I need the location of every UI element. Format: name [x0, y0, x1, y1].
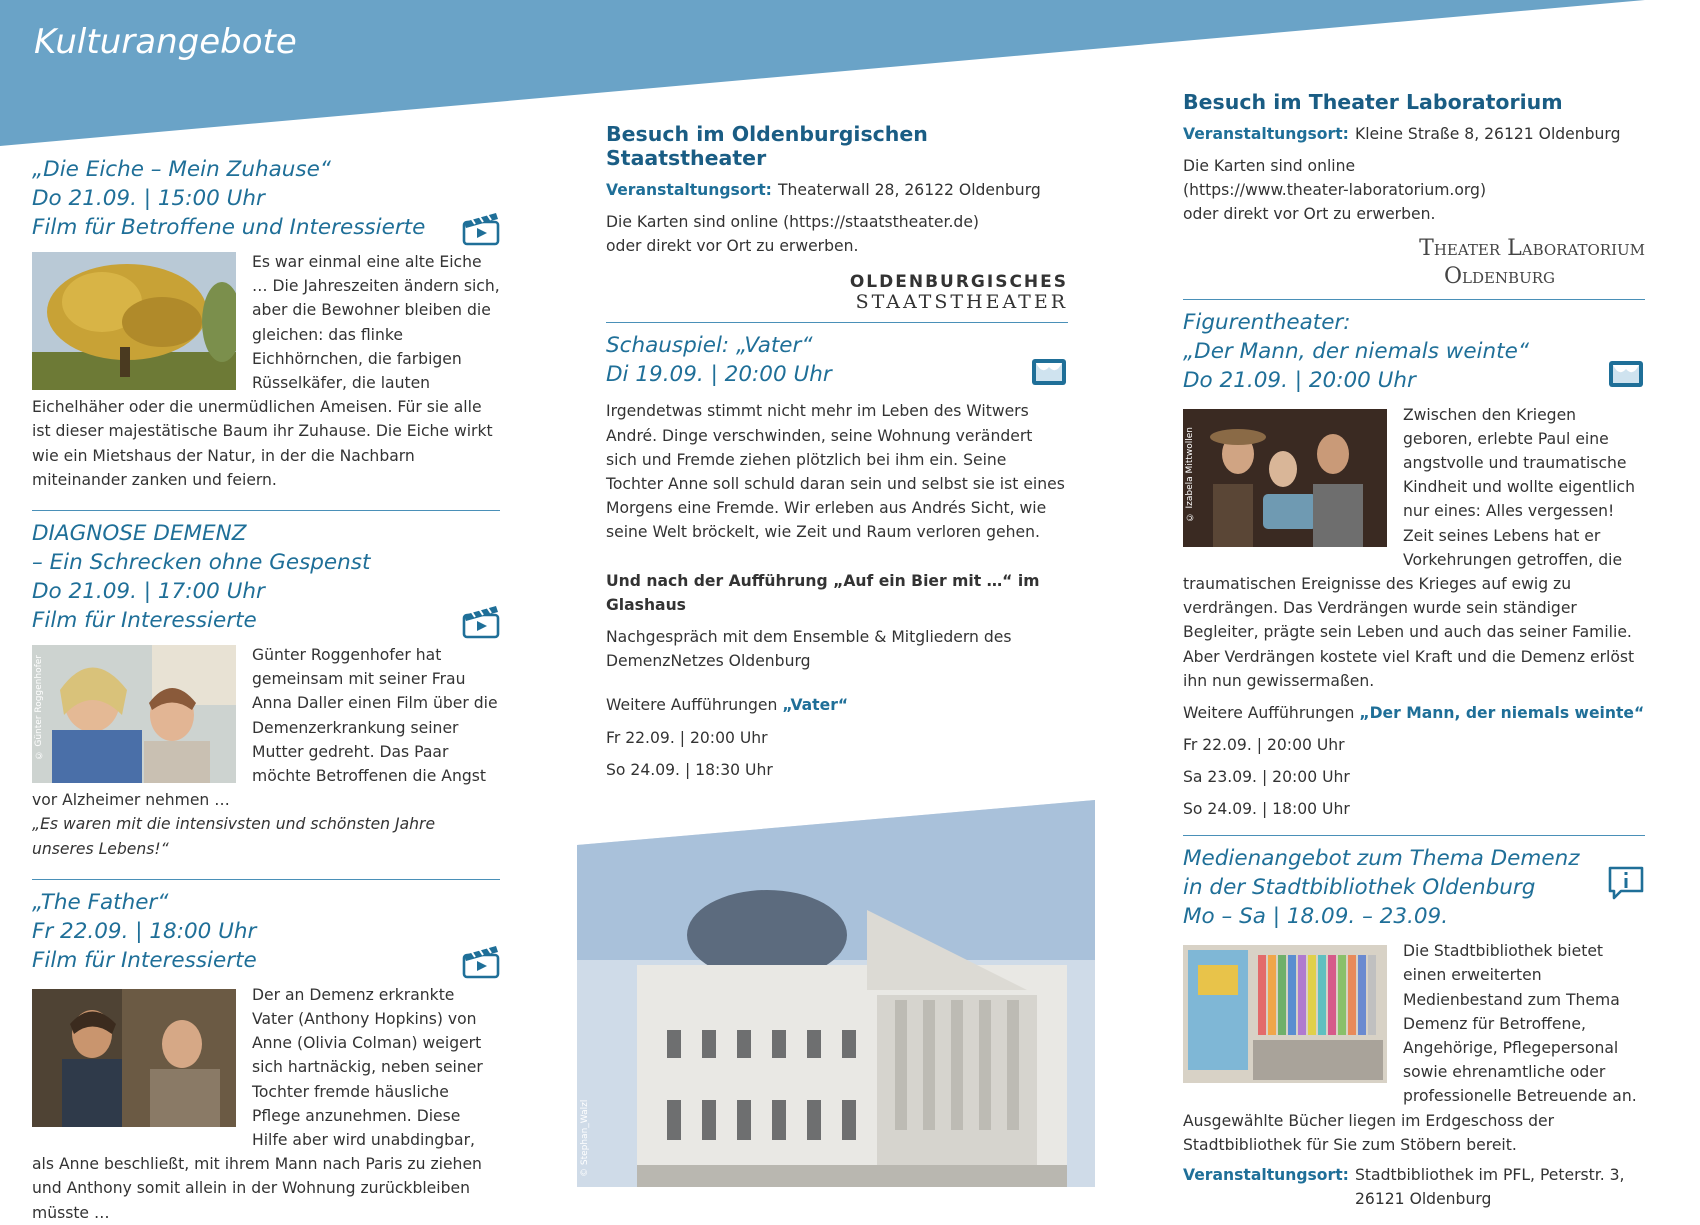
film-clapper-icon [462, 943, 500, 979]
date-row: So 24.09. | 18:30 Uhr [606, 760, 773, 779]
column-films [32, 155, 500, 1225]
page-title: Kulturangebote [34, 22, 297, 62]
event-description: Der an Demenz erkrankte Vater (Anthony Hopkins) von Anne (Olivia Colman) weigert sich hartnäckig, neben seiner Tochter fremde häusliche Pflege anzunehmen. Diese Hilfe aber wird unabdingbar, als Anne beschließt, mit ihrem Mann nach Paris zu ziehen und Anthony somit allein in der Wohnung zurückbleiben müsste … [32, 985, 483, 1222]
more-performances: Weitere Aufführungen „Vater“ [606, 696, 849, 715]
venue-label: Veranstaltungsort: [1183, 125, 1349, 143]
photo-puppet-theater [1183, 409, 1387, 547]
after-show-title: Und nach der Aufführung „Auf ein Bier mit …“ im Glashaus [606, 571, 1040, 614]
event-the-father [32, 888, 500, 1225]
date-row: Sa 23.09. | 20:00 Uhr [1183, 768, 1350, 787]
event-diagnose-demenz [32, 519, 500, 861]
divider [606, 322, 1068, 323]
venue-label: Veranstaltungsort: [1183, 1166, 1349, 1185]
date-row: So 24.09. | 18:00 Uhr [1183, 800, 1350, 819]
venue-value: Kleine Straße 8, 26121 Oldenburg [1355, 125, 1621, 143]
ticket-info: Die Karten sind online (https://www.theater-laboratorium.org) oder direkt vor Ort zu erwerben. [1183, 157, 1487, 224]
section-title: Besuch im Theater Laboratorium [1183, 90, 1563, 114]
section-title: Besuch im Oldenburgischen Staatstheater [606, 122, 928, 170]
date-row: Fr 22.09. | 20:00 Uhr [606, 728, 768, 747]
photo-credit: © Izabela Mittwollen [1185, 426, 1195, 521]
event-title: „The Father“ Fr 22.09. | 18:00 Uhr Film für Interessierte [32, 888, 500, 975]
event-description: Irgendetwas stimmt nicht mehr im Leben des Witwers André. Dinge verschwinden, seine Wohnung verändert sich und Fremde ziehen plötzlich bei ihm ein. Seine Tochter Anne soll schuld daran sein und selbst sie ist eines Morgens eine Fremde. Wir erleben aus Andrés Sicht, wie seine Welt bröckelt, wie Zeit und Raum verloren gehen. [606, 402, 1065, 542]
photo-library-books [1183, 945, 1387, 1083]
column-laboratorium [1183, 90, 1645, 1219]
event-title: Schauspiel: „Vater“ Di 19.09. | 20:00 Uhr [606, 331, 1068, 389]
venue-value: Stadtbibliothek im PFL, Peterstr. 3, 26121 Oldenburg [1355, 1166, 1625, 1209]
photo-staatstheater-building [577, 800, 1095, 1187]
venue-row [1183, 122, 1645, 146]
event-quote: „Es waren mit die intensivsten und schönsten Jahre unseres Lebens!“ [32, 815, 436, 858]
event-vater [606, 331, 1068, 785]
photo-credit: © Stephan_Walzl [580, 1099, 590, 1177]
film-clapper-icon [462, 210, 500, 246]
event-eiche [32, 155, 500, 492]
venue-row [606, 178, 1068, 202]
event-description: Die Stadtbibliothek bietet einen erweiterten Medienbestand zum Thema Demenz für Betroffene, Angehörige, Pflegepersonal sowie ehrenamtliche oder professionelle Betreuende an. Ausgewählte Bücher liegen im Erdgeschoss der Stadtbibliothek für Sie zum Stöbern bereit. [1183, 942, 1637, 1154]
event-description: Es war einmal eine alte Eiche … Die Jahreszeiten ändern sich, aber die Bewohner bleiben die gleichen: das flinke Eichhörnchen, die farbigen Rüsselkäfer, die lauten Eichelhäher oder die unermüdlichen Ameisen. Für sie alle ist dieser majestätische Baum ihr Zuhause. Die Eiche wirkt wie ein Mietshaus der Natur, in der die Nachbarn miteinander zanken und feiern. [32, 253, 500, 489]
date-row: Fr 22.09. | 20:00 Uhr [1183, 736, 1345, 755]
photo-oak-tree [32, 252, 236, 390]
film-clapper-icon [462, 603, 500, 639]
ticket-info: Die Karten sind online (https://staatstheater.de) oder direkt vor Ort zu erwerben. [606, 213, 980, 256]
photo-credit: © Günter Roggenhofer [34, 655, 44, 760]
theater-stage-icon [1607, 355, 1645, 391]
divider [1183, 835, 1645, 836]
event-title: Figurentheater: „Der Mann, der niemals weinte“ Do 21.09. | 20:00 Uhr [1183, 308, 1645, 395]
event-figurentheater [1183, 308, 1645, 826]
after-show-text: Nachgespräch mit dem Ensemble & Mitgliedern des DemenzNetzes Oldenburg [606, 628, 1012, 671]
column-staatstheater [606, 122, 1068, 786]
venue-value: Theaterwall 28, 26122 Oldenburg [778, 181, 1041, 199]
event-title: Medienangebot zum Thema Demenz in der Stadtbibliothek Oldenburg Mo – Sa | 18.09. – 23.09. [1183, 844, 1645, 931]
photo-two-women [32, 645, 236, 783]
divider [32, 510, 500, 511]
event-medienangebot [1183, 844, 1645, 1211]
more-link[interactable]: „Vater“ [782, 696, 849, 715]
divider [1183, 299, 1645, 300]
laboratorium-logo: Theater Laboratorium Oldenburg [1419, 235, 1645, 289]
photo-film-scene [32, 989, 236, 1127]
more-link[interactable]: „Der Mann, der niemals weinte“ [1359, 704, 1645, 723]
more-performances: Weitere Aufführungen „Der Mann, der niemals weinte“ [1183, 704, 1645, 723]
event-title: DIAGNOSE DEMENZ – Ein Schrecken ohne Gespenst Do 21.09. | 17:00 Uhr Film für Interessierte [32, 519, 500, 635]
venue-row [1183, 1163, 1645, 1211]
event-title: „Die Eiche – Mein Zuhause“ Do 21.09. | 15:00 Uhr Film für Betroffene und Interessierte [32, 155, 500, 242]
event-description: Zwischen den Kriegen geboren, erlebte Paul eine angstvolle und traumatische Kindheit und wollte eigentlich nur eines: Alles vergessen! Zeit seines Lebens hat er Vorkehrungen getroffen, die traumatischen Ereignisse des Krieges auf ewig zu verdrängen. Das Verdrängen wurde sein ständiger Begleiter, prägte sein Leben und auch das seiner Familie. Aber Verdrängen kostete viel Kraft und die Demenz erlöst ihn nun gewissermaßen. [1183, 405, 1636, 690]
info-speech-bubble-icon [1607, 865, 1645, 901]
staatstheater-logo: OLDENBURGISCHES STAATSTHEATER [849, 272, 1068, 314]
divider [32, 879, 500, 880]
event-description: Günter Roggenhofer hat gemeinsam mit seiner Frau Anna Daller einen Film über die Demenzerkrankung seiner Mutter gedreht. Das Paar möchte Betroffenen die Angst vor Alzheimer nehmen … [32, 646, 498, 810]
theater-stage-icon [1030, 353, 1068, 389]
venue-label: Veranstaltungsort: [606, 181, 772, 199]
